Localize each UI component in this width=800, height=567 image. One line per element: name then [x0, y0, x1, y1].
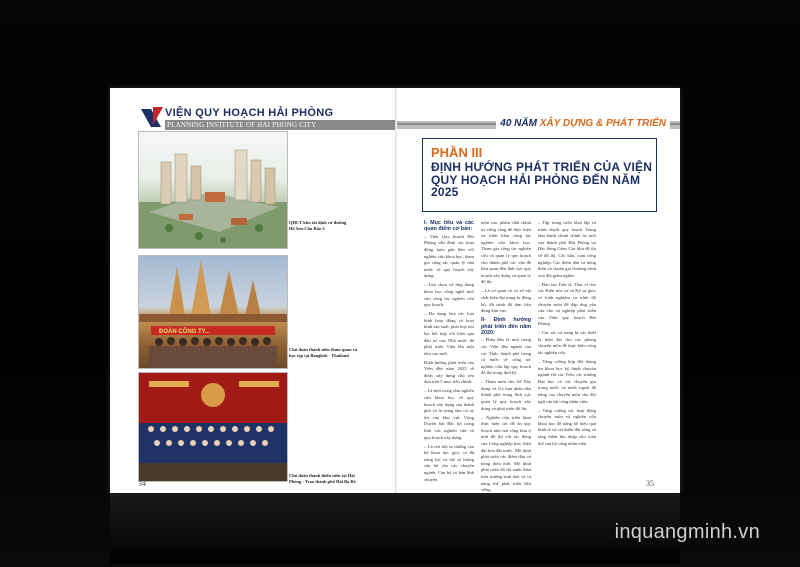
anniversary-title: [496, 118, 670, 129]
text-column-3: [538, 220, 596, 450]
page-number-right: 35: [646, 479, 654, 488]
text-column-1: [424, 220, 474, 486]
institute-subtitle: PLANNING INSTITUTE OF HAI PHONG CITY: [167, 121, 317, 129]
institute-logo-icon: [139, 105, 165, 131]
paragraph: môn cao, phẩm chất chính trị vững vàng để thực hiện và triển khai công tác nghiên cứu khoa học. Tham gia công tác nghiên cứu và quản lý quy hoạch cho thành phố các vấn đề liên quan đến lĩnh vực quy hoạch xây dựng và quản lý đô thị.: [481, 220, 531, 285]
paragraph: – Nghiên cứu triển khai thực hiện các đồ án quy hoạch như mở rộng khu ở mới đô thị với tác động của Công nghiệp hóa, hiện đại hóa đất nước. Mô hình phát triển các điểm dân cư nông thôn mới. Mô hình phát triển đô thị xanh thân môi trường sinh thái và cả năng thể phát triển bền vững.: [481, 414, 531, 493]
section-title-box: [422, 138, 657, 212]
paragraph: – Tham mưu cho Sở Xây dựng và Ủy ban nhân dân thành phố trong lĩnh vực quản lý quy hoạch xây dựng và phát triển đô thị.: [481, 379, 531, 411]
paragraph: – Các tác và trang bị các thiết bị hiện đại cho các phòng chuyên môn để thực hiện công tác nghiên cứu.: [538, 330, 596, 356]
paragraph: – Là cơ quan có cơ sở vật chất hiện đại trang bị đồng bộ, đủ trình độ tầm tiêu đúng khu vực.: [481, 288, 531, 314]
spread-reflection: [110, 494, 680, 564]
subheading-orientation: II- Định hướng phát triển đến năm 2020:: [481, 317, 531, 336]
part-label: PHẦN III: [431, 145, 483, 160]
caption-photo-1: QHCT khu tái định cư đường Hồ Sen-Cầu Rào 2: [289, 220, 347, 231]
photo-urban-model: [138, 131, 288, 249]
ceremony-illustration: [139, 373, 287, 481]
anniversary-prefix: 40 NĂM: [500, 118, 537, 129]
bangkok-temple-illustration: [139, 256, 287, 368]
subheading-objectives: I- Mục tiêu và các quan điểm cơ bản:: [424, 220, 474, 233]
section-heading: ĐỊNH HƯỚNG PHÁT TRIỂN CỦA VIỆN QUY HOẠCH HẢI PHÒNG ĐẾN NĂM 2025: [431, 160, 653, 199]
paragraph: – Tăng cường các hoạt động chuyên môn và nghiên cứu khoa học để nâng hệ hiệu quả kinh tế và cải thiện đời sống và tăng thêm thu nhập cho toàn thể cán bộ công nhân viên.: [538, 407, 596, 446]
paragraph: – Là nơi hội tụ những cán bộ khoa học giỏi, có đủ năng lực và thể số lượng cán bộ cho các chuyên ngành. Cán bộ có bản lĩnh chuyên: [424, 443, 474, 482]
urban-model-illustration: [139, 132, 287, 248]
watermark-text: inquangminh.vn: [614, 521, 760, 543]
photo-youth-union: [138, 372, 288, 482]
caption-photo-3: Chủ đoàn thanh thiếu niên tại Hải Phòng - Trao thanh phố Hải Ba Bò: [289, 473, 356, 484]
paragraph: – Là một trong tâm nghiên cứu khoa học về quy hoạch xây dựng của thành phố và là trung tâm có uy tín của khu vực Vùng Duyên hải Bắc bộ trong lĩnh vực nghiên cứu và quy hoạch xây dựng.: [424, 388, 474, 440]
institute-name: VIỆN QUY HOẠCH HẢI PHÒNG: [165, 107, 334, 119]
magazine-spread: [110, 88, 680, 493]
page-number-left: 34: [138, 479, 146, 488]
paragraph: – Viện Quy hoạch Hải Phòng vẫn đinh các hoạt động luôn gắn liền với nghiên cứu khoa học, tham gia công tác quản lý nhà nước về quy hoạch xây dựng.: [424, 233, 474, 279]
photo-bangkok-visit: [138, 255, 288, 369]
paragraph: – Đào tạo Tiến sĩ, Thạc sĩ cho các Kiến trúc sư và Kỹ sư giỏi, có kinh nghiệm và trình độ chuyên môn để đáp ứng yêu cầu cho sự nghiệp phát triển của Viện quy hoạch Hải Phòng.: [538, 281, 596, 327]
paragraph: – Tập trung triển khai lập và trình duyệt quy hoạch Trung tâm hành chính chính trị mới của thành phố Hải Phòng tại Bắc Sông Cấm; Các khu đô thị về đô thị. Các khu, cụm công nghiệp; Các điểm dân cư nông thôn và chuẩn gia chương trình xoá đói giảm nghèo.: [538, 220, 596, 278]
anniversary-rest: XÂY DỰNG & PHÁT TRIỂN: [536, 118, 666, 129]
paragraph: – Đa dạng hóa các loại hình hoạt động và hoạt hình sản xuất, phát huy nội lực kết hợp với hiệu quả đầu tư của Nhà nước để phát triển Viện lên một tầm cao mới.: [424, 311, 474, 356]
paragraph: – Lựa chọn và ứng dụng khoa học công nghệ mới vào công tác nghiên cứu quy hoạch.: [424, 282, 474, 308]
paragraph: Định hướng phát triển của Viện đến năm 2025 sẽ được xây dựng chủ yếu dựa trên 5 mục tiêu chính:: [424, 359, 474, 385]
photo2-banner-text: ĐOÀN CÔNG TY...: [159, 329, 211, 335]
left-page: [110, 88, 395, 493]
paragraph: – Tăng cường hợp đối thông tin khoa học kỹ thuật chuyên ngành với các Viện, các trường Đại học và các chuyên gia trong nước và nước ngoài để nâng cao chuyên môn cho đội ngũ cán bộ công nhân viên.: [538, 359, 596, 404]
right-page: [397, 88, 680, 493]
caption-photo-2: Chủ đoàn thanh niên tham quan và học tập tại Bangkok - Thailand: [289, 347, 358, 358]
paragraph: – Phấn đấu là một trong các Viện đầu ngành của các Tỉnh, thành phố trong cả nước về công tác nghiên cứu lập quy hoạch đô thị trong thời kỳ.: [481, 337, 531, 376]
text-column-2: [481, 220, 531, 496]
